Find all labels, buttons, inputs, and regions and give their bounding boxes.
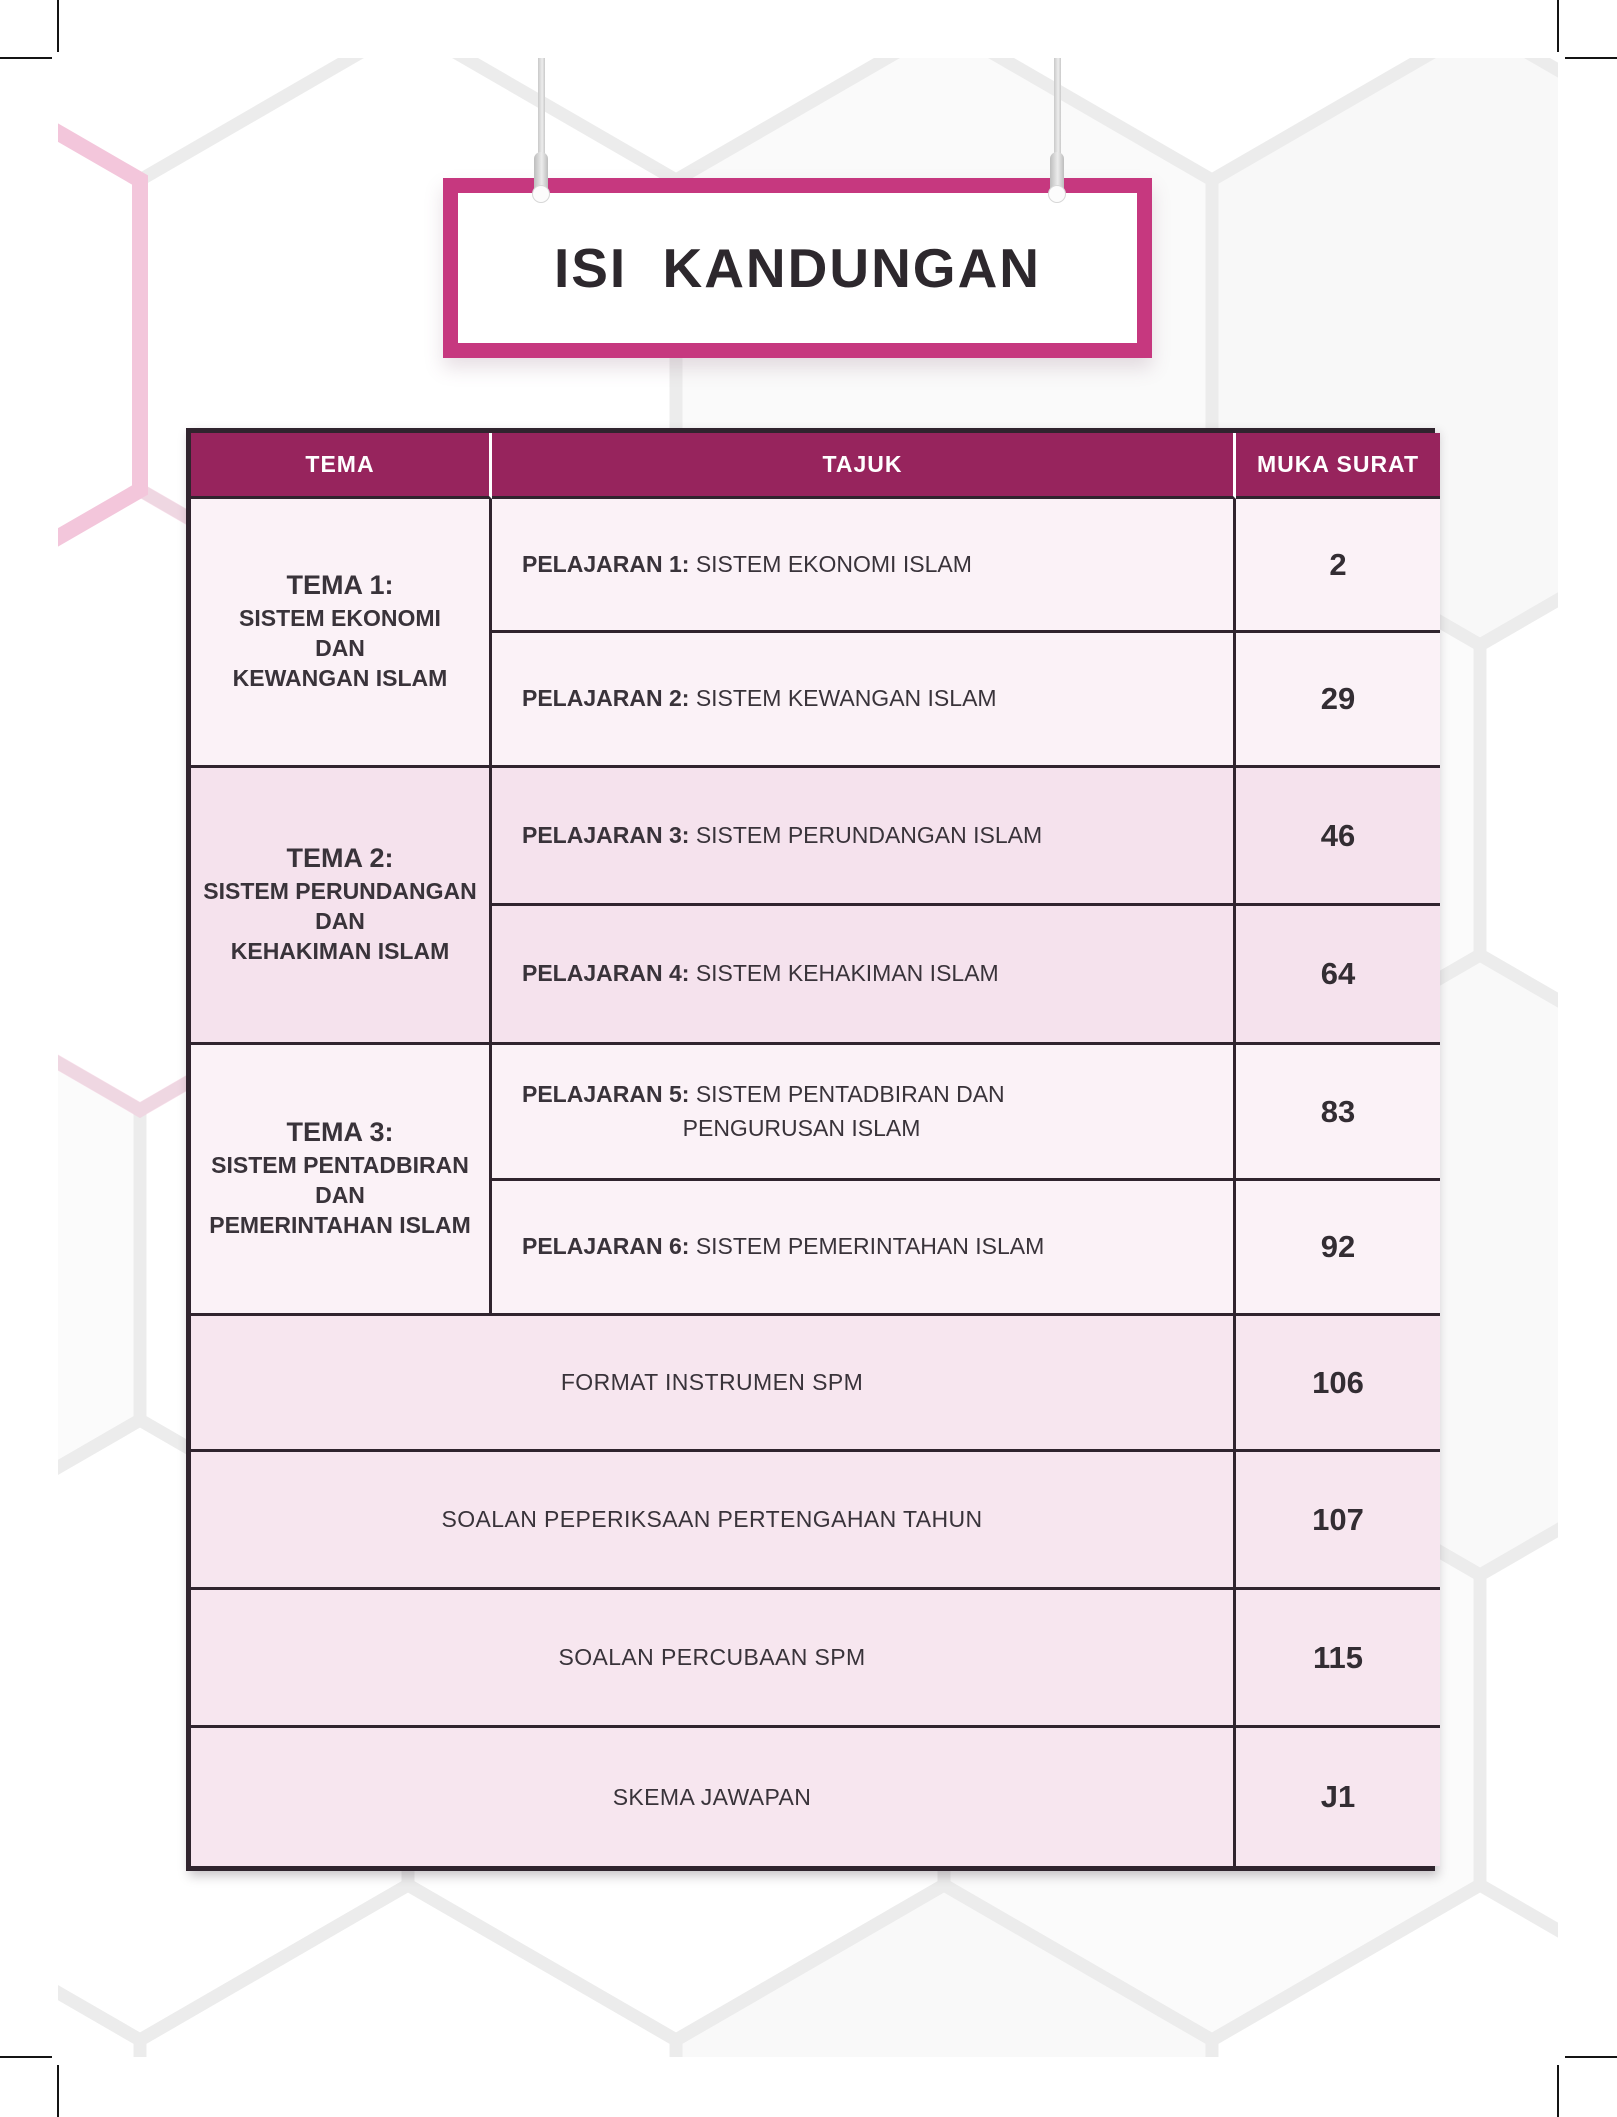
page-number-cell: 92 — [1236, 1181, 1440, 1316]
header-cell-tajuk: TAJUK — [492, 433, 1236, 499]
page-number-cell: 107 — [1236, 1452, 1440, 1590]
page-number-cell: 29 — [1236, 633, 1440, 768]
lesson-title: SISTEM KEHAKIMAN ISLAM — [695, 960, 999, 987]
theme-name-line: KEWANGAN ISLAM — [232, 664, 448, 691]
crop-mark-top-right-v — [1557, 0, 1559, 52]
crop-mark-bottom-left-h — [0, 2056, 52, 2058]
lesson-cell — [492, 1181, 1236, 1316]
extra-row-title: SOALAN PEPERIKSAAN PERTENGAHAN TAHUN — [191, 1452, 1236, 1590]
lesson-cell — [492, 906, 1236, 1045]
crop-mark-bottom-left-v — [57, 2065, 59, 2117]
page-number-cell: 106 — [1236, 1316, 1440, 1452]
page-number-cell: 46 — [1236, 768, 1440, 906]
theme-name-line: KEHAKIMAN ISLAM — [230, 937, 450, 964]
theme-name-line: DAN — [315, 1182, 365, 1209]
crop-mark-top-left-h — [0, 57, 52, 59]
theme-name-line: DAN — [315, 635, 365, 662]
page-number-cell: 64 — [1236, 906, 1440, 1045]
theme-name-line: PEMERINTAHAN ISLAM — [209, 1211, 471, 1238]
pin-head-left — [532, 185, 550, 203]
lesson-cell — [492, 1045, 1236, 1181]
toc-table — [186, 428, 1435, 1871]
theme-name-line: SISTEM PERUNDANGAN — [203, 878, 477, 905]
page-number-cell: 115 — [1236, 1590, 1440, 1728]
string-pin-left — [534, 152, 548, 200]
extra-row-title: SOALAN PERCUBAAN SPM — [191, 1590, 1236, 1728]
theme-name-line: SISTEM EKONOMI — [239, 605, 441, 632]
lesson-label: PELAJARAN 6: — [522, 1233, 690, 1260]
lesson-label: PELAJARAN 2: — [522, 685, 690, 712]
theme-name-line: DAN — [315, 908, 365, 935]
theme-cell-tema1 — [191, 499, 492, 768]
lesson-label: PELAJARAN 1: — [522, 550, 690, 577]
string-pin-right — [1050, 152, 1064, 200]
lesson-cell — [492, 499, 1236, 633]
crop-mark-bottom-right-h — [1565, 2056, 1617, 2058]
page-title: ISI KANDUNGAN — [553, 237, 1042, 299]
lesson-title: SISTEM EKONOMI ISLAM — [695, 550, 972, 577]
theme-cell-tema2 — [191, 768, 492, 1045]
page-content — [58, 58, 1558, 2057]
page-number-cell: J1 — [1236, 1728, 1440, 1866]
header-cell-muka-surat: MUKA SURAT — [1236, 433, 1440, 499]
lesson-title: SISTEM PENTADBIRAN DAN — [695, 1081, 1005, 1108]
crop-mark-top-right-h — [1565, 57, 1617, 59]
extra-row-title: SKEMA JAWAPAN — [191, 1728, 1236, 1866]
lesson-cell — [492, 633, 1236, 768]
lesson-title: SISTEM KEWANGAN ISLAM — [695, 685, 997, 712]
title-sign — [443, 178, 1152, 358]
header-cell-tema: TEMA — [191, 433, 492, 499]
page-number-cell: 83 — [1236, 1045, 1440, 1181]
theme-label: TEMA 2: — [286, 843, 394, 874]
lesson-title: SISTEM PEMERINTAHAN ISLAM — [695, 1233, 1045, 1260]
lesson-cell — [492, 768, 1236, 906]
lesson-label: PELAJARAN 4: — [522, 960, 690, 987]
crop-mark-top-left-v — [57, 0, 59, 52]
lesson-title-line2: PENGURUSAN ISLAM — [682, 1114, 921, 1141]
theme-label: TEMA 3: — [286, 1117, 394, 1148]
theme-cell-tema3 — [191, 1045, 492, 1316]
extra-row-title: FORMAT INSTRUMEN SPM — [191, 1316, 1236, 1452]
theme-name-line: SISTEM PENTADBIRAN — [211, 1152, 469, 1179]
lesson-label: PELAJARAN 3: — [522, 821, 690, 848]
pin-head-right — [1048, 185, 1066, 203]
page-number-cell: 2 — [1236, 499, 1440, 633]
lesson-title: SISTEM PERUNDANGAN ISLAM — [695, 821, 1043, 848]
lesson-label: PELAJARAN 5: — [522, 1081, 690, 1108]
crop-mark-bottom-right-v — [1557, 2065, 1559, 2117]
theme-label: TEMA 1: — [286, 570, 394, 601]
